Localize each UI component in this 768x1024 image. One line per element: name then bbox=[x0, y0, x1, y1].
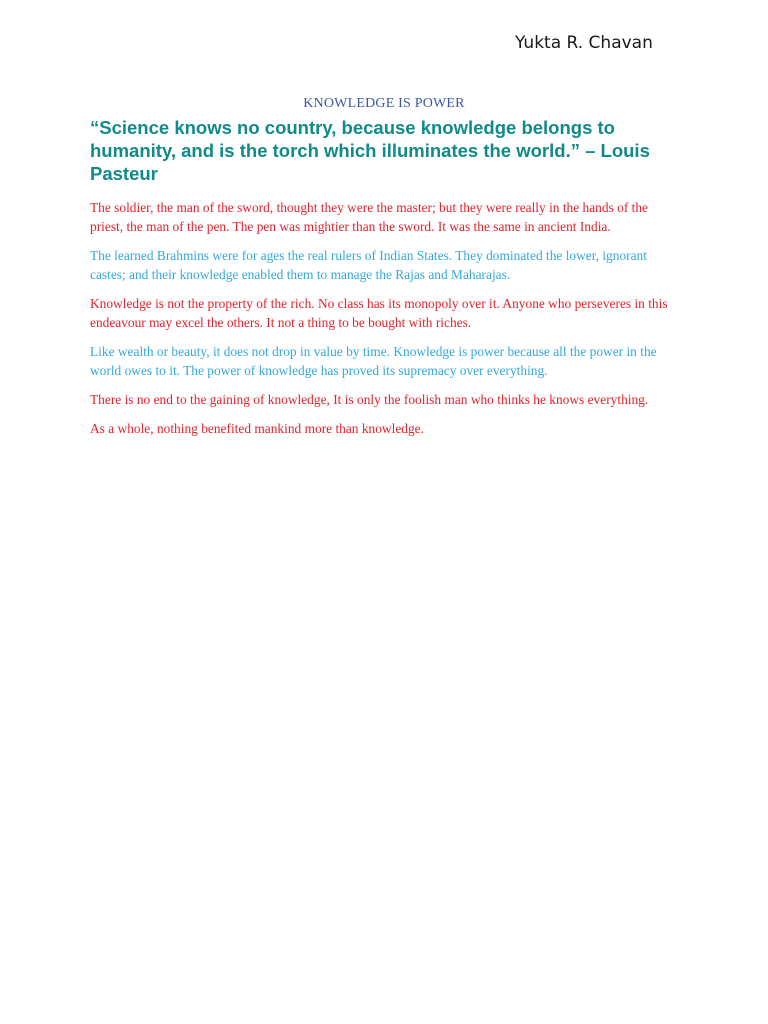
paragraph-6: As a whole, nothing benefited mankind more than knowledge. bbox=[90, 421, 424, 436]
paragraph-3: Knowledge is not the property of the rich. No class has its monopoly over it. Anyone who perseveres in this endeavour may excel the others. It not a thing to be bought with riches. bbox=[90, 296, 668, 330]
author-name: Yukta R. Chavan bbox=[515, 33, 653, 53]
paragraph-1: The soldier, the man of the sword, thought they were the master; but they were really in the hands of the priest, the man of the pen. The pen was mightier than the sword. It was the same in ancient India. bbox=[90, 200, 648, 234]
pasteur-quote: “Science knows no country, because knowledge belongs to humanity, and is the torch which illuminates the world.” – Louis Pasteur bbox=[90, 117, 650, 184]
document-title: KNOWLEDGE IS POWER bbox=[303, 96, 465, 111]
paragraph-4: Like wealth or beauty, it does not drop in value by time. Knowledge is power because all the power in the world owes to it. The power of knowledge has proved its supremacy over everything. bbox=[90, 344, 657, 378]
paragraph-5: There is no end to the gaining of knowledge, It is only the foolish man who thinks he knows everything. bbox=[90, 392, 649, 407]
paragraph-2: The learned Brahmins were for ages the real rulers of Indian States. They dominated the lower, ignorant castes; and their knowledge enabled them to manage the Rajas and Maharajas. bbox=[90, 248, 647, 282]
body-text bbox=[90, 198, 682, 448]
